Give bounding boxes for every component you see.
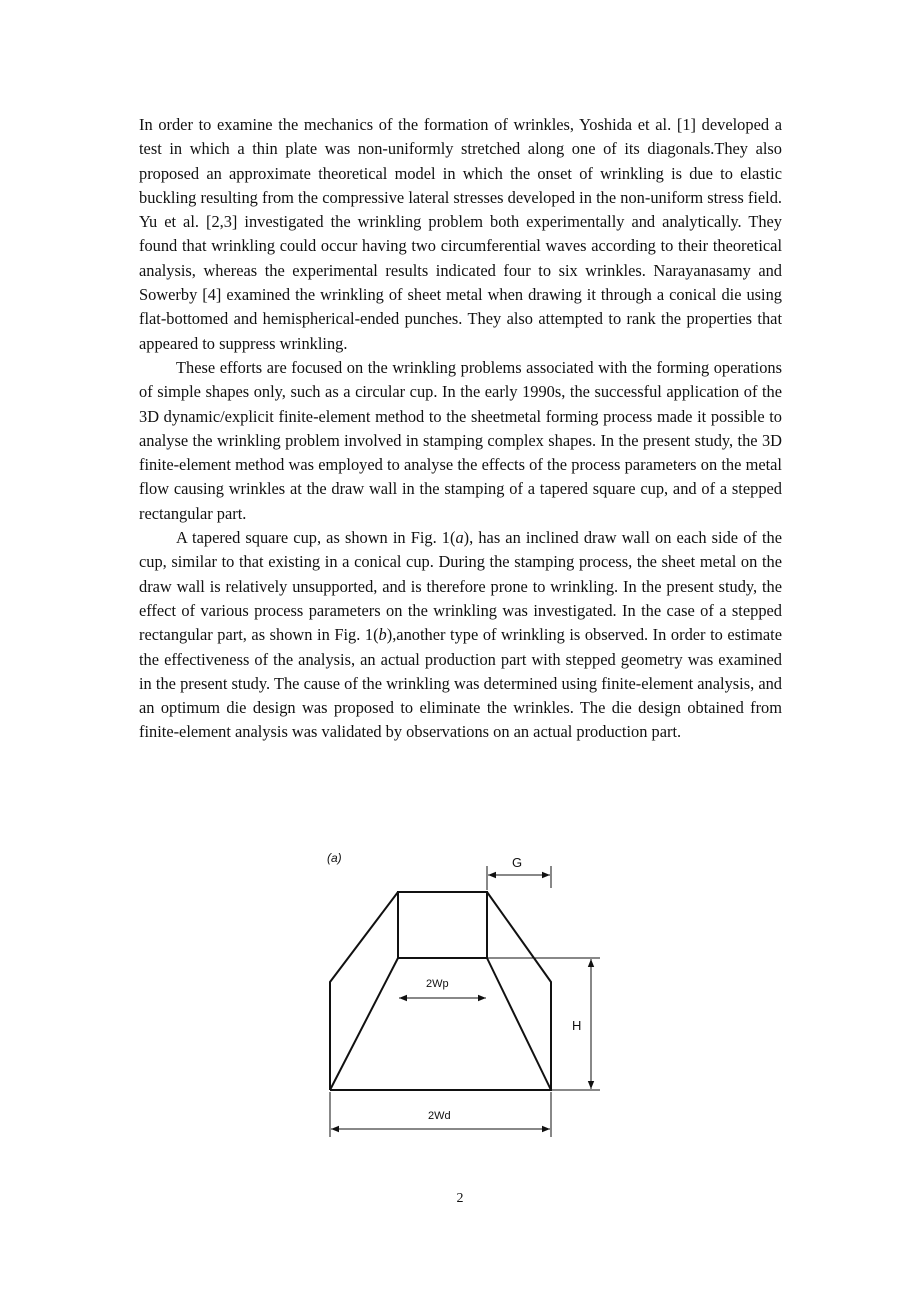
panel-label: (a) (327, 851, 342, 865)
page-number: 2 (456, 1191, 464, 1206)
fig-ref-b: b (378, 625, 387, 645)
cup-outline (330, 892, 551, 1090)
outer-wall (330, 892, 551, 1090)
dimension-h (487, 958, 600, 1090)
draw-wall-right (487, 958, 551, 1090)
label-2wd: 2Wd (428, 1110, 451, 1122)
label-h: H (572, 1018, 582, 1033)
body-text (139, 113, 782, 745)
paragraph-3-part-1: A tapered square cup, as shown in Fig. 1( (176, 528, 456, 548)
label-2wp: 2Wp (426, 978, 449, 990)
paragraph-3-part-3: ),another type of wrinkling is observed. In order to estimate the effectiveness of the analysis, an actual production part with stepped geometry was examined in the present study. The cause of the wrinkling was determined using finite-element analysis, and an optimum die design was proposed to eliminate the wrinkles. The die design obtained from finite-element analysis was validated by observations on an actual production part. (139, 625, 782, 742)
figure-tapered-cup (320, 843, 580, 1143)
paragraph-2: These efforts are focused on the wrinkling problems associated with the forming operations of simple shapes only, such as a circular cup. In the early 1990s, the successful application of the 3D dynamic/explicit finite-element method to the sheetmetal forming process made it possible to analyse the wrinkling problem involved in stamping complex shapes. In the present study, the 3D finite-element method was employed to analyse the effects of the process parameters on the metal flow causing wrinkles at the draw wall in the stamping of a tapered square cup, and of a stepped rectangular part. (139, 357, 782, 523)
paragraph-3 (139, 526, 782, 745)
paragraph-1: In order to examine the mechanics of the formation of wrinkles, Yoshida et al. [1] developed a test in which a thin plate was non-uniformly stretched along one of its diagonals.They also proposed an approximate theoretical model in which the onset of wrinkling is due to elastic buckling resulting from the compressive lateral stresses developed in the non-uniform stress field. Yu et al. [2,3] investigated the wrinkling problem both experimentally and analytically. They found that wrinkling could occur having two circumferential waves according to their theoretical analysis, whereas the experimental results indicated four to six wrinkles. Narayanasamy and Sowerby [4] examined the wrinkling of sheet metal when drawing it through a conical die using flat-bottomed and hemispherical-ended punches. They also attempted to rank the properties that appeared to suppress wrinkling. (139, 115, 782, 353)
punch-face (398, 892, 487, 958)
draw-wall-left (330, 958, 398, 1090)
fig-ref-a: a (455, 528, 464, 548)
paragraph-3-part-2: ), has an inclined draw wall on each side of the cup, similar to that existing in a conical cup. During the stamping process, the sheet metal on the draw wall is relatively unsupported, and is therefore prone to wrinkling. In the present study, the effect of various process parameters on the wrinkling was investigated. In the case of a stepped rectangular part, as shown in Fig. 1( (139, 528, 782, 645)
label-g: G (512, 855, 523, 870)
